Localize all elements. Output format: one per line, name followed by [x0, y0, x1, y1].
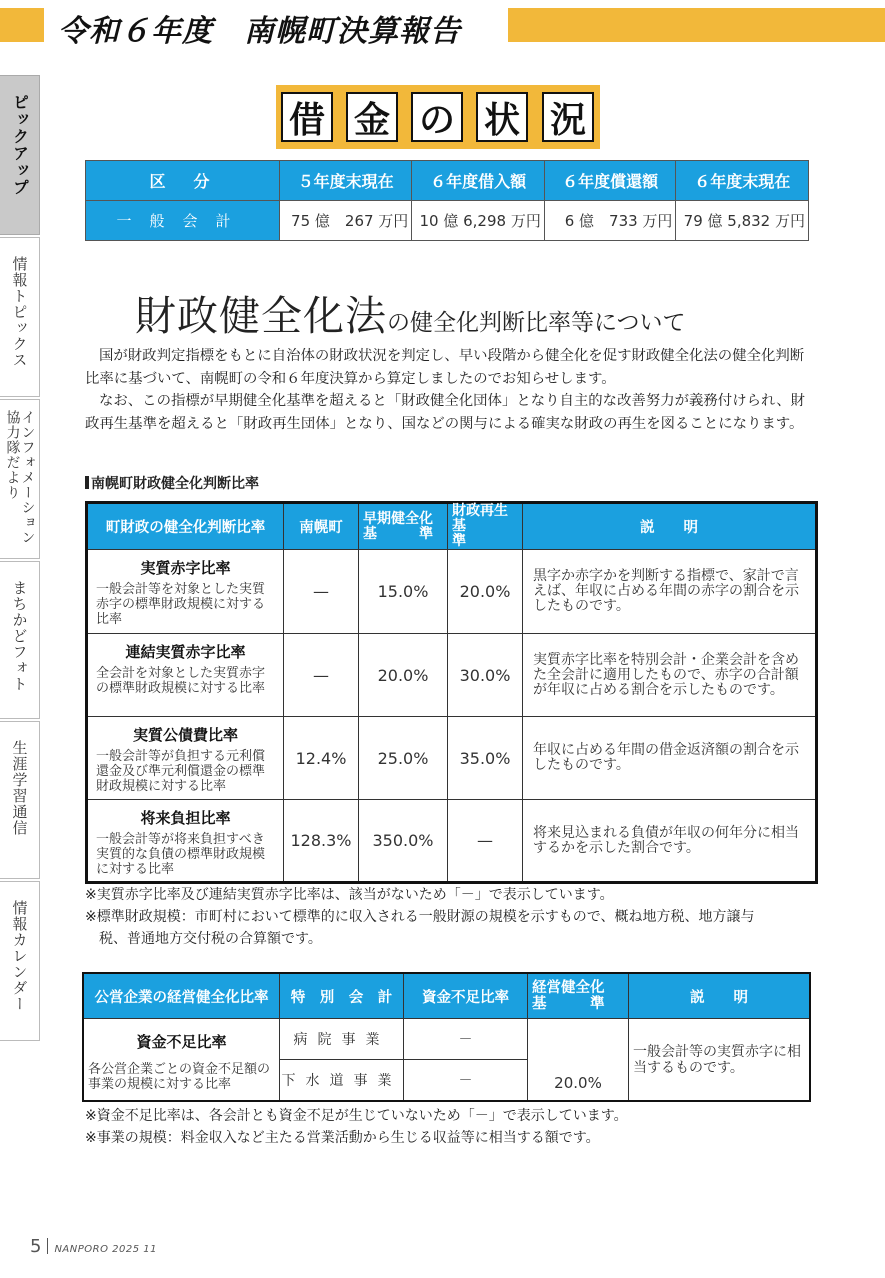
- explain-cell: 将来見込まれる負債が年収の何年分に相当するかを示した割合です。: [523, 800, 817, 883]
- explain-cell: 黒字か赤字かを判断する指標で、家計で言えば、年収に占める年間の赤字の割合を示したものです。: [523, 550, 817, 634]
- value-cell: 75 億 267 万円: [280, 201, 412, 241]
- sub-heading-text: 南幌町財政健全化判断比率: [91, 476, 259, 492]
- table-header-row: [83, 973, 810, 1019]
- ratio-desc: 一般会計等が将来負担すべき実質的な負債の標準財政規模に対する比率: [96, 832, 266, 877]
- business-name: 病院事業: [280, 1019, 404, 1060]
- row-label: 一般会計: [86, 201, 280, 241]
- tab-calendar[interactable]: [0, 881, 40, 1041]
- ratio-desc: 各公営企業ごとの資金不足額の事業の規模に対する比率: [88, 1062, 271, 1092]
- town-value: 128.3%: [284, 800, 359, 883]
- loan-section-title: [276, 85, 600, 149]
- ratio-name-cell: [87, 717, 284, 800]
- intro-paragraph: なお、この指標が早期健全化基準を超えると「財政健全化団体」となり自主的な改善努力が義務付けられ、財政再生基準を超えると「財政再生団体」となり、国などの関与による確実な財政の再生を図ることになります。: [85, 393, 806, 432]
- footer-divider: [47, 1238, 48, 1254]
- magazine-name: NANPORO 2025 11: [54, 1244, 158, 1255]
- early-value: 350.0%: [359, 800, 448, 883]
- early-value: 25.0%: [359, 717, 448, 800]
- heading-marker: [85, 476, 89, 489]
- footnote: ※標準財政規模：市町村において標準的に収入される一般財源の規模を示すもので、概ね地方税、地方譲与: [85, 909, 755, 925]
- ratio-desc: 全会計を対象とした実質赤字の標準財政規模に対する比率: [96, 666, 266, 696]
- table-row: [86, 201, 809, 241]
- header-cell: 公営企業の経営健全化比率: [83, 973, 280, 1019]
- ratio-name-cell: [83, 1019, 280, 1102]
- tab-label: インフォメーション 協力隊だより: [4, 410, 36, 560]
- header-cell: ６年度末現在: [676, 161, 809, 201]
- value-cell: 79 億 5,832 万円: [676, 201, 809, 241]
- title-char: 借: [281, 92, 333, 142]
- table-row: [87, 800, 817, 883]
- tab-information[interactable]: [0, 399, 40, 559]
- loan-table: [85, 160, 809, 241]
- standard-value: 20.0%: [528, 1019, 629, 1102]
- heading-main: 財政健全化法: [135, 292, 387, 340]
- town-value: —: [284, 550, 359, 634]
- footnote: ※事業の規模：料金収入など主たる営業活動から生じる収益等に相当する額です。: [85, 1130, 600, 1146]
- value-cell: 10 億 6,298 万円: [412, 201, 545, 241]
- tab-label: ピックアップ: [10, 94, 30, 196]
- table-row: [87, 717, 817, 800]
- value-cell: 6 億 733 万円: [544, 201, 676, 241]
- early-value: 15.0%: [359, 550, 448, 634]
- title-char: 況: [542, 92, 594, 142]
- header-line: 基 準: [532, 996, 605, 1012]
- header-accent-left: [0, 8, 44, 42]
- ratio-name: 実質赤字比率: [140, 559, 231, 577]
- header-cell: [528, 973, 629, 1019]
- tab-photo[interactable]: [0, 561, 40, 719]
- ratio-name: 資金不足比率: [136, 1033, 227, 1051]
- header-accent-right: [508, 8, 885, 42]
- footnote: 税、普通地方交付税の合算額です。: [99, 931, 322, 947]
- deficit-value: －: [404, 1060, 528, 1102]
- ratio-name-cell: [87, 634, 284, 717]
- explain-cell: 一般会計等の実質赤字に相当するものです。: [629, 1019, 811, 1102]
- header-line: 財政再生: [452, 503, 508, 519]
- tab-label: 生涯学習通信: [10, 740, 29, 836]
- ratio-name-cell: [87, 550, 284, 634]
- ratio-name: 連結実質赤字比率: [125, 643, 246, 661]
- ratio-table: [85, 501, 818, 884]
- footnote: ※資金不足比率は、各会計とも資金不足が生じていないため「－」で表示しています。: [85, 1108, 628, 1124]
- ratio-name-cell: [87, 800, 284, 883]
- early-value: 20.0%: [359, 634, 448, 717]
- title-char: の: [411, 92, 463, 142]
- table-row: [87, 550, 817, 634]
- tab-label: 情報カレンダー: [10, 900, 29, 1012]
- header-cell: ６年度償還額: [544, 161, 676, 201]
- tab-topics[interactable]: [0, 237, 40, 397]
- explain-cell: 年収に占める年間の借金返済額の割合を示したものです。: [523, 717, 817, 800]
- rebuild-value: 20.0%: [448, 550, 523, 634]
- header-cell: ５年度末現在: [280, 161, 412, 201]
- header-cell: [448, 503, 523, 550]
- page-title: 令和６年度 南幌町決算報告: [58, 14, 461, 49]
- tab-pickup[interactable]: [0, 75, 40, 235]
- header-cell: 資金不足比率: [404, 973, 528, 1019]
- deficit-value: －: [404, 1019, 528, 1060]
- header-cell: 説 明: [523, 503, 817, 550]
- header-cell: [359, 503, 448, 550]
- header-line: 基 準: [363, 525, 433, 542]
- tab-label: まちかどフォト: [10, 580, 29, 692]
- header-line: 早期健全化: [363, 510, 433, 527]
- section-heading: [135, 283, 686, 342]
- header-cell: 町財政の健全化判断比率: [87, 503, 284, 550]
- page-header: [0, 0, 885, 49]
- heading-sub: の健全化判断比率等について: [387, 310, 686, 336]
- header-cell: 説 明: [629, 973, 811, 1019]
- table-header-row: [87, 503, 817, 550]
- intro-paragraph: 国が財政判定指標をもとに自治体の財政状況を判定し、早い段階から健全化を促す財政健全化法の健全化判断比率に基づいて、南幌町の令和６年度決算から算定しましたのでお知らせします。: [85, 348, 805, 387]
- explain-cell: 実質赤字比率を特別会計・企業会計を含めた全会計に適用したもので、赤字の合計額が年収に占める割合を示したものです。: [523, 634, 817, 717]
- header-cell: 南幌町: [284, 503, 359, 550]
- tab-learning[interactable]: [0, 721, 40, 879]
- tab-label: 情報トピックス: [10, 256, 29, 368]
- header-line: 経営健全化: [532, 980, 605, 996]
- sub-heading: [85, 473, 259, 493]
- town-value: —: [284, 634, 359, 717]
- public-enterprise-table: [82, 972, 811, 1102]
- ratio-name: 実質公債費比率: [132, 726, 238, 744]
- title-char: 金: [346, 92, 398, 142]
- table-row: [83, 1019, 810, 1060]
- page-number: 5: [30, 1236, 42, 1257]
- title-char: 状: [476, 92, 528, 142]
- header-line: 基 準: [452, 518, 508, 549]
- ratio-name: 将来負担比率: [140, 809, 231, 827]
- rebuild-value: 35.0%: [448, 717, 523, 800]
- header-cell: ６年度借入額: [412, 161, 545, 201]
- rebuild-value: —: [448, 800, 523, 883]
- town-value: 12.4%: [284, 717, 359, 800]
- table-header-row: [86, 161, 809, 201]
- page-footer: [30, 1236, 157, 1257]
- business-name: 下水道事業: [280, 1060, 404, 1102]
- ratio-desc: 一般会計等が負担する元利償還金及び準元利償還金の標準財政規模に対する比率: [96, 749, 266, 794]
- header-cell: 特 別 会 計: [280, 973, 404, 1019]
- footnote: ※実質赤字比率及び連結実質赤字比率は、該当がないため「－」で表示しています。: [85, 887, 614, 903]
- rebuild-value: 30.0%: [448, 634, 523, 717]
- ratio-desc: 一般会計等を対象とした実質赤字の標準財政規模に対する比率: [96, 582, 266, 627]
- table-row: [87, 634, 817, 717]
- header-cell: 区 分: [86, 161, 280, 201]
